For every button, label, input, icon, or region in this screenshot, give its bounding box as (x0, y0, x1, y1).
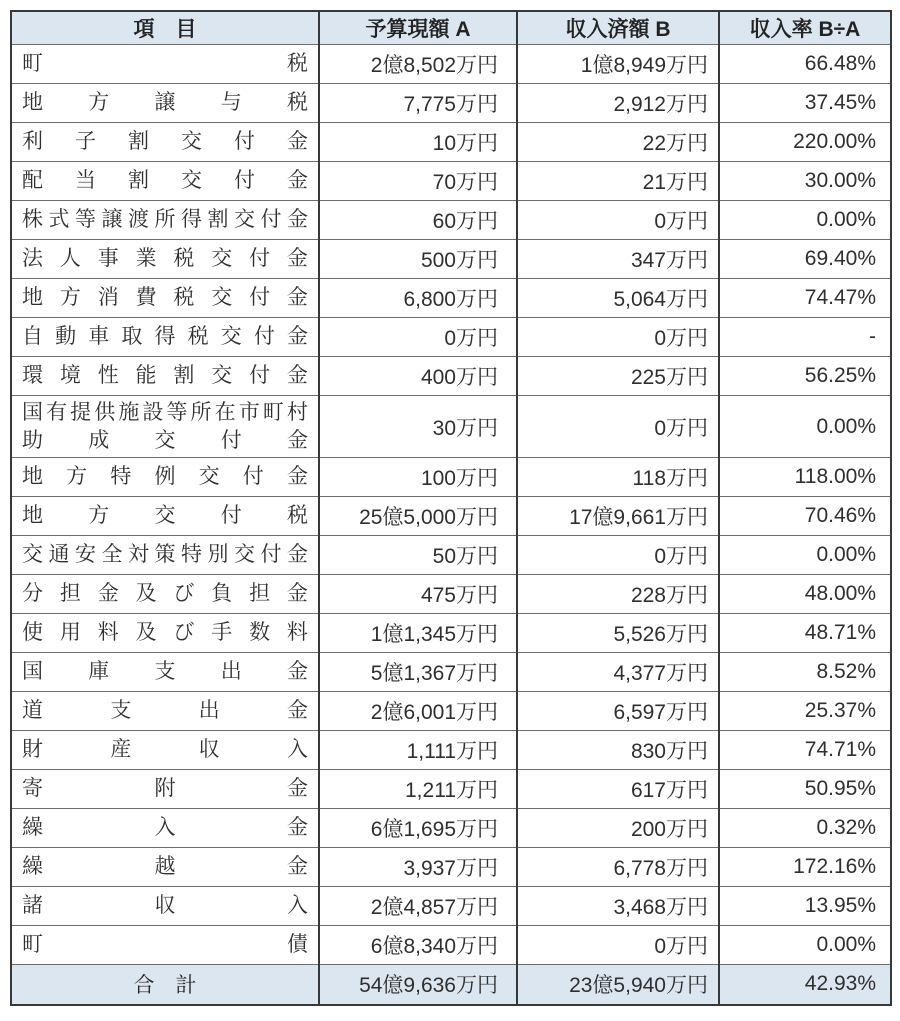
table-row (11, 536, 891, 575)
received-amount: 200万円 (517, 809, 719, 848)
item-name: 諸 収 入 (22, 894, 308, 918)
collection-rate: 30.00% (719, 162, 891, 201)
table-row (11, 926, 891, 965)
table-row (11, 84, 891, 123)
budget-amount: 1,211万円 (319, 770, 517, 809)
collection-rate: 48.71% (719, 614, 891, 653)
collection-rate: 50.95% (719, 770, 891, 809)
collection-rate: 74.71% (719, 731, 891, 770)
collection-rate: 37.45% (719, 84, 891, 123)
collection-rate: 0.00% (719, 396, 891, 458)
item-name: 配 当 割 交 付 金 (22, 169, 308, 193)
received-amount: 0万円 (517, 536, 719, 575)
budget-amount: 1億1,345万円 (319, 614, 517, 653)
received-amount: 3,468万円 (517, 887, 719, 926)
budget-amount: 6億1,695万円 (319, 809, 517, 848)
budget-amount: 25億5,000万円 (319, 497, 517, 536)
budget-amount: 5億1,367万円 (319, 653, 517, 692)
budget-amount: 475万円 (319, 575, 517, 614)
total-collection-rate: 42.93% (719, 965, 891, 1005)
budget-amount: 1,111万円 (319, 731, 517, 770)
collection-rate: - (719, 318, 891, 357)
received-amount: 830万円 (517, 731, 719, 770)
item-name: 地 方 交 付 税 (22, 504, 308, 528)
col-header-budget: 予算現額 A (319, 11, 517, 45)
item-name: 町 税 (22, 52, 308, 76)
received-amount: 17億9,661万円 (517, 497, 719, 536)
table-row (11, 497, 891, 536)
table-row (11, 614, 891, 653)
received-amount: 6,778万円 (517, 848, 719, 887)
total-row (11, 965, 891, 1005)
item-name: 繰 越 金 (22, 855, 308, 879)
total-budget-amount: 54億9,636万円 (319, 965, 517, 1005)
received-amount: 347万円 (517, 240, 719, 279)
table-row (11, 575, 891, 614)
received-amount: 0万円 (517, 318, 719, 357)
received-amount: 225万円 (517, 357, 719, 396)
received-amount: 22万円 (517, 123, 719, 162)
collection-rate: 13.95% (719, 887, 891, 926)
received-amount: 118万円 (517, 458, 719, 497)
received-amount: 0万円 (517, 396, 719, 458)
item-name: 株 式 等 譲 渡 所 得 割 交 付 金 (22, 208, 308, 232)
collection-rate: 70.46% (719, 497, 891, 536)
received-amount: 617万円 (517, 770, 719, 809)
col-header-item: 項 目 (11, 11, 319, 45)
col-header-received: 収入済額 B (517, 11, 719, 45)
item-name: 自 動 車 取 得 税 交 付 金 (22, 325, 308, 349)
item-name: 利 子 割 交 付 金 (22, 130, 308, 154)
received-amount: 1億8,949万円 (517, 45, 719, 84)
received-amount: 0万円 (517, 926, 719, 965)
item-name: 寄 附 金 (22, 777, 308, 801)
item-name: 法 人 事 業 税 交 付 金 (22, 247, 308, 271)
item-name: 財 産 収 入 (22, 738, 308, 762)
collection-rate: 56.25% (719, 357, 891, 396)
table-row (11, 653, 891, 692)
collection-rate: 0.00% (719, 201, 891, 240)
item-name: 地 方 消 費 税 交 付 金 (22, 286, 308, 310)
col-header-rate: 収入率 B÷A (719, 11, 891, 45)
budget-amount: 70万円 (319, 162, 517, 201)
budget-amount: 100万円 (319, 458, 517, 497)
collection-rate: 0.00% (719, 536, 891, 575)
table-row (11, 848, 891, 887)
total-label: 合 計 (11, 965, 319, 1005)
table-row (11, 123, 891, 162)
budget-amount: 500万円 (319, 240, 517, 279)
budget-amount: 2億8,502万円 (319, 45, 517, 84)
budget-amount: 3,937万円 (319, 848, 517, 887)
item-name: 国 有 提 供 施 設 等 所 在 市 町 村 助 成 交 付 金 (22, 400, 308, 452)
item-name: 国 庫 支 出 金 (22, 660, 308, 684)
revenue-table (10, 10, 892, 1006)
table-row (11, 162, 891, 201)
table-row (11, 809, 891, 848)
item-name: 繰 入 金 (22, 816, 308, 840)
collection-rate: 69.40% (719, 240, 891, 279)
item-name: 地 方 特 例 交 付 金 (22, 465, 308, 489)
received-amount: 21万円 (517, 162, 719, 201)
budget-amount: 6,800万円 (319, 279, 517, 318)
table-row (11, 692, 891, 731)
table-row (11, 396, 891, 458)
budget-amount: 2億4,857万円 (319, 887, 517, 926)
budget-amount: 50万円 (319, 536, 517, 575)
table-row (11, 279, 891, 318)
item-name: 交 通 安 全 対 策 特 別 交 付 金 (22, 543, 308, 567)
total-received-amount: 23億5,940万円 (517, 965, 719, 1005)
table-row (11, 201, 891, 240)
collection-rate: 172.16% (719, 848, 891, 887)
collection-rate: 48.00% (719, 575, 891, 614)
received-amount: 5,064万円 (517, 279, 719, 318)
received-amount: 6,597万円 (517, 692, 719, 731)
budget-amount: 6億8,340万円 (319, 926, 517, 965)
table-row (11, 731, 891, 770)
collection-rate: 8.52% (719, 653, 891, 692)
received-amount: 0万円 (517, 201, 719, 240)
budget-amount: 0万円 (319, 318, 517, 357)
table-row (11, 458, 891, 497)
collection-rate: 74.47% (719, 279, 891, 318)
table-row (11, 770, 891, 809)
budget-amount: 30万円 (319, 396, 517, 458)
budget-amount: 7,775万円 (319, 84, 517, 123)
received-amount: 2,912万円 (517, 84, 719, 123)
table-row (11, 887, 891, 926)
table-row (11, 45, 891, 84)
received-amount: 4,377万円 (517, 653, 719, 692)
item-name: 分 担 金 及 び 負 担 金 (22, 582, 308, 606)
collection-rate: 220.00% (719, 123, 891, 162)
item-name: 道 支 出 金 (22, 699, 308, 723)
budget-amount: 60万円 (319, 201, 517, 240)
collection-rate: 0.32% (719, 809, 891, 848)
table-row (11, 318, 891, 357)
item-name: 環 境 性 能 割 交 付 金 (22, 364, 308, 388)
budget-amount: 10万円 (319, 123, 517, 162)
collection-rate: 118.00% (719, 458, 891, 497)
table-row (11, 240, 891, 279)
item-name: 地 方 譲 与 税 (22, 91, 308, 115)
item-name: 町 債 (22, 933, 308, 957)
collection-rate: 25.37% (719, 692, 891, 731)
received-amount: 5,526万円 (517, 614, 719, 653)
budget-amount: 2億6,001万円 (319, 692, 517, 731)
received-amount: 228万円 (517, 575, 719, 614)
collection-rate: 0.00% (719, 926, 891, 965)
collection-rate: 66.48% (719, 45, 891, 84)
item-name: 使 用 料 及 び 手 数 料 (22, 621, 308, 645)
header-row (11, 11, 891, 45)
table-row (11, 357, 891, 396)
budget-amount: 400万円 (319, 357, 517, 396)
